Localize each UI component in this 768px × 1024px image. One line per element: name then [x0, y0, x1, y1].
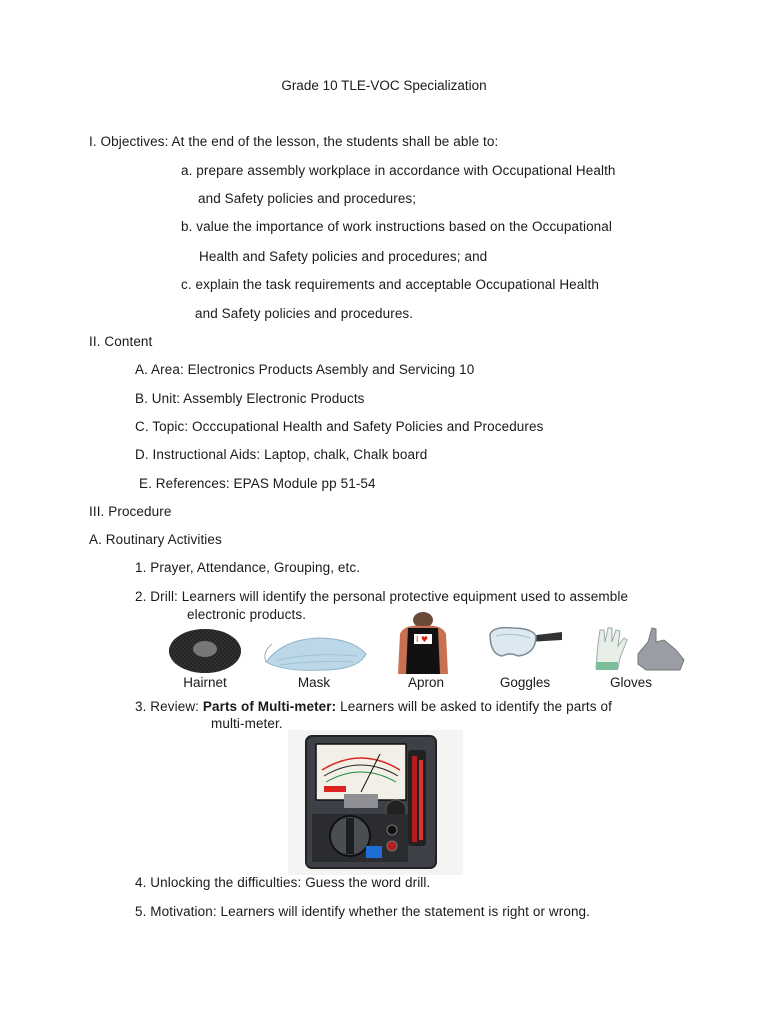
content-references: E. References: EPAS Module pp 51-54: [139, 476, 376, 491]
step-3-line1: [135, 699, 612, 715]
ppe-label-apron: Apron: [407, 675, 445, 690]
content-aids: D. Instructional Aids: Laptop, chalk, Chalk board: [135, 447, 428, 462]
hairnet-image: [165, 625, 245, 675]
step-3-bold: Parts of Multi-meter:: [202, 699, 337, 714]
ppe-label-goggles: Goggles: [499, 675, 551, 690]
step-3-line2: multi-meter.: [211, 716, 283, 731]
step-1: 1. Prayer, Attendance, Grouping, etc.: [135, 560, 361, 575]
objective-b-line1: b. value the importance of work instructions based on the Occupational: [181, 219, 612, 234]
step-3-rest: Learners will be asked to identify the parts of: [336, 699, 612, 714]
goggles-image: [488, 622, 564, 662]
step-4: 4. Unlocking the difficulties: Guess the word drill.: [135, 875, 431, 890]
page-title: Grade 10 TLE-VOC Specialization: [281, 78, 487, 93]
routinary-heading: A. Routinary Activities: [89, 532, 222, 547]
step-5: 5. Motivation: Learners will identify whether the statement is right or wrong.: [135, 904, 591, 919]
content-unit: B. Unit: Assembly Electronic Products: [135, 391, 365, 406]
objective-c-line1: c. explain the task requirements and acceptable Occupational Health: [181, 277, 599, 292]
ppe-label-mask: Mask: [297, 675, 331, 690]
svg-text:I ♥: I ♥: [416, 635, 429, 644]
step-3-prefix: 3. Review:: [135, 699, 203, 714]
step-2-line1: 2. Drill: Learners will identify the personal protective equipment used to assemble: [135, 589, 629, 604]
ppe-label-gloves: Gloves: [609, 675, 653, 690]
procedure-heading: III. Procedure: [89, 504, 172, 519]
objective-b-line2: Health and Safety policies and procedures; and: [199, 249, 488, 264]
ppe-label-hairnet: Hairnet: [183, 675, 227, 690]
gloves-image: [590, 624, 688, 672]
content-topic: C. Topic: Occcupational Health and Safety Policies and Procedures: [135, 419, 544, 434]
objective-a-line2: and Safety policies and procedures;: [198, 191, 417, 206]
content-heading: II. Content: [89, 334, 153, 349]
objective-c-line2: and Safety policies and procedures.: [195, 306, 414, 321]
mask-image: [262, 632, 370, 674]
objective-a-line1: a. prepare assembly workplace in accordance with Occupational Health: [181, 163, 616, 178]
step-2-line2: electronic products.: [187, 607, 307, 622]
apron-image: [394, 612, 452, 674]
multimeter-image: [288, 730, 463, 875]
content-area: A. Area: Electronics Products Asembly and Servicing 10: [135, 362, 475, 377]
objectives-heading: I. Objectives: At the end of the lesson, the students shall be able to:: [89, 134, 499, 149]
